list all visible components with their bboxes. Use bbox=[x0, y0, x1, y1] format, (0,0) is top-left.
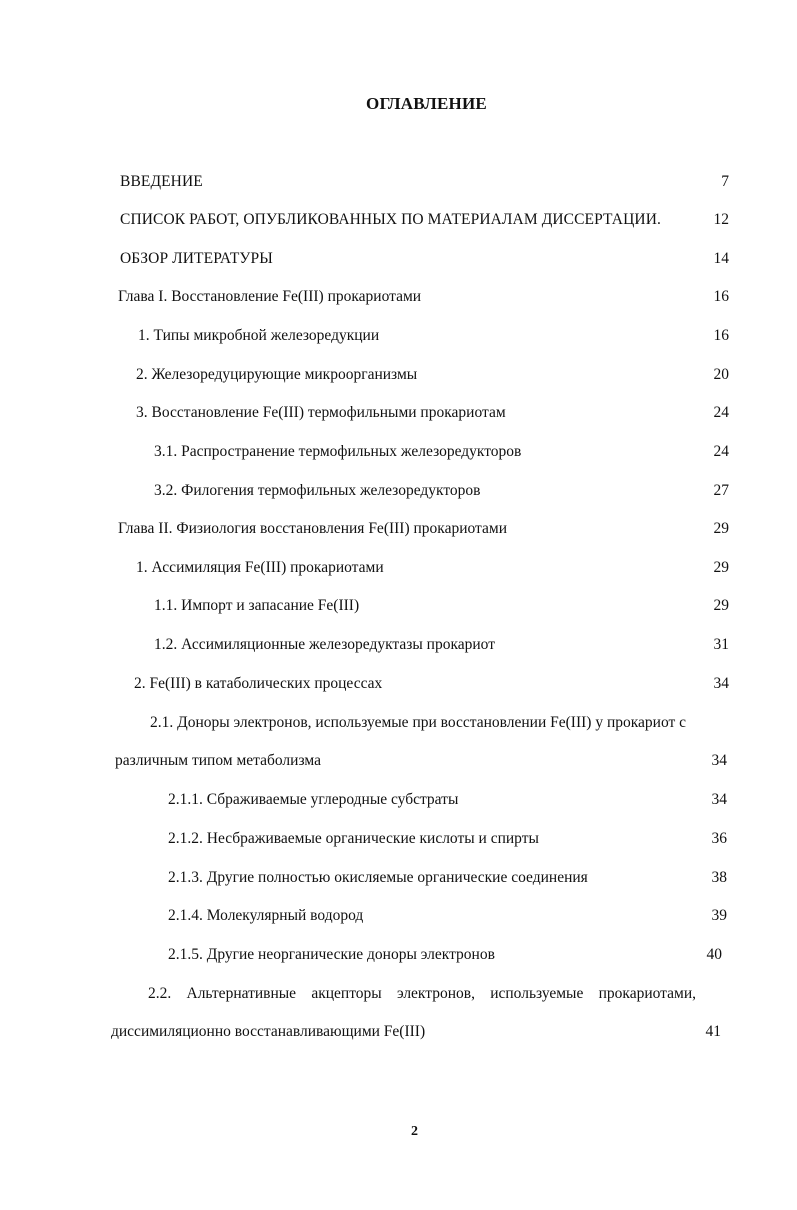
toc-entry-page: 12 bbox=[713, 211, 729, 228]
toc-entry-text: 3.1. Распространение термофильных железоредукторов bbox=[154, 443, 522, 460]
toc-entry-text: ВВЕДЕНИЕ bbox=[120, 173, 203, 190]
page-number: 2 bbox=[411, 1124, 418, 1139]
toc-entry-text: 2. Железоредуцирующие микроорганизмы bbox=[136, 366, 418, 383]
toc-entry-text: 2.1.4. Молекулярный водород bbox=[168, 907, 364, 924]
toc-entry-page: 34 bbox=[713, 675, 729, 692]
toc-entry-text: 2.1. Доноры электронов, используемые при восстановлении Fe(III) у прокариот с bbox=[150, 714, 687, 731]
toc-entry-text: 1.2. Ассимиляционные железоредуктазы прокариот bbox=[154, 636, 495, 653]
toc-entry-text: 2.1.2. Несбраживаемые органические кислоты и спирты bbox=[168, 830, 539, 847]
toc-entry-page: 16 bbox=[713, 288, 729, 305]
toc-entry-page: 7 bbox=[721, 173, 729, 190]
toc-entry-text: Глава I. Восстановление Fe(III) прокариотами bbox=[118, 288, 422, 305]
toc-entry-page: 14 bbox=[713, 250, 729, 267]
toc-entry-page: 24 bbox=[713, 443, 729, 460]
toc-entry-page: 39 bbox=[711, 907, 727, 924]
toc-entry-text: 2.1.1. Сбраживаемые углеродные субстраты bbox=[168, 791, 459, 808]
toc-entry-page: 16 bbox=[713, 327, 729, 344]
toc-entry-text: различным типом метаболизма bbox=[115, 752, 321, 769]
toc-entry-page: 29 bbox=[713, 597, 729, 614]
toc-entry-page: 38 bbox=[711, 869, 727, 886]
toc-entry-page: 34 bbox=[711, 752, 727, 769]
toc-entry-text: СПИСОК РАБОТ, ОПУБЛИКОВАННЫХ ПО МАТЕРИАЛАМ ДИССЕРТАЦИИ. bbox=[120, 211, 661, 228]
toc-entry-text: 1. Типы микробной железоредукции bbox=[138, 327, 380, 344]
toc-entry-text: 3.2. Филогения термофильных железоредукторов bbox=[154, 482, 481, 499]
toc-entry-text: 2.2. Альтернативные акцепторы электронов, используемые прокариотами, bbox=[148, 985, 696, 1002]
toc-entry-page: 24 bbox=[713, 404, 729, 421]
toc-entry-page: 29 bbox=[713, 520, 729, 537]
toc-entry-page: 29 bbox=[713, 559, 729, 576]
toc-entry-page: 36 bbox=[711, 830, 727, 847]
toc-entry-page: 27 bbox=[713, 482, 729, 499]
page-title: ОГЛАВЛЕНИЕ bbox=[366, 94, 487, 113]
toc-entry-page: 40 bbox=[706, 946, 722, 963]
toc-entry-text: диссимиляционно восстанавливающими Fe(III) bbox=[111, 1023, 426, 1040]
toc-entry-text: 1.1. Импорт и запасание Fe(III) bbox=[154, 597, 360, 614]
toc-entry-text: 2. Fe(III) в катаболических процессах bbox=[134, 675, 383, 692]
toc-entry-page: 20 bbox=[713, 366, 729, 383]
toc-entry-page: 34 bbox=[711, 791, 727, 808]
toc-entry-text: 1. Ассимиляция Fe(III) прокариотами bbox=[136, 559, 384, 576]
toc-entry-text: Глава II. Физиология восстановления Fe(III) прокариотами bbox=[118, 520, 508, 537]
toc-entry-page: 41 bbox=[705, 1023, 721, 1040]
toc-entry-page: 31 bbox=[713, 636, 729, 653]
toc-entry-text: ОБЗОР ЛИТЕРАТУРЫ bbox=[120, 250, 273, 267]
toc-entry-text: 2.1.3. Другие полностью окисляемые органические соединения bbox=[168, 869, 588, 886]
toc-entry-text: 3. Восстановление Fe(III) термофильными прокариотам bbox=[136, 404, 506, 421]
toc-entry-text: 2.1.5. Другие неорганические доноры электронов bbox=[168, 946, 495, 963]
